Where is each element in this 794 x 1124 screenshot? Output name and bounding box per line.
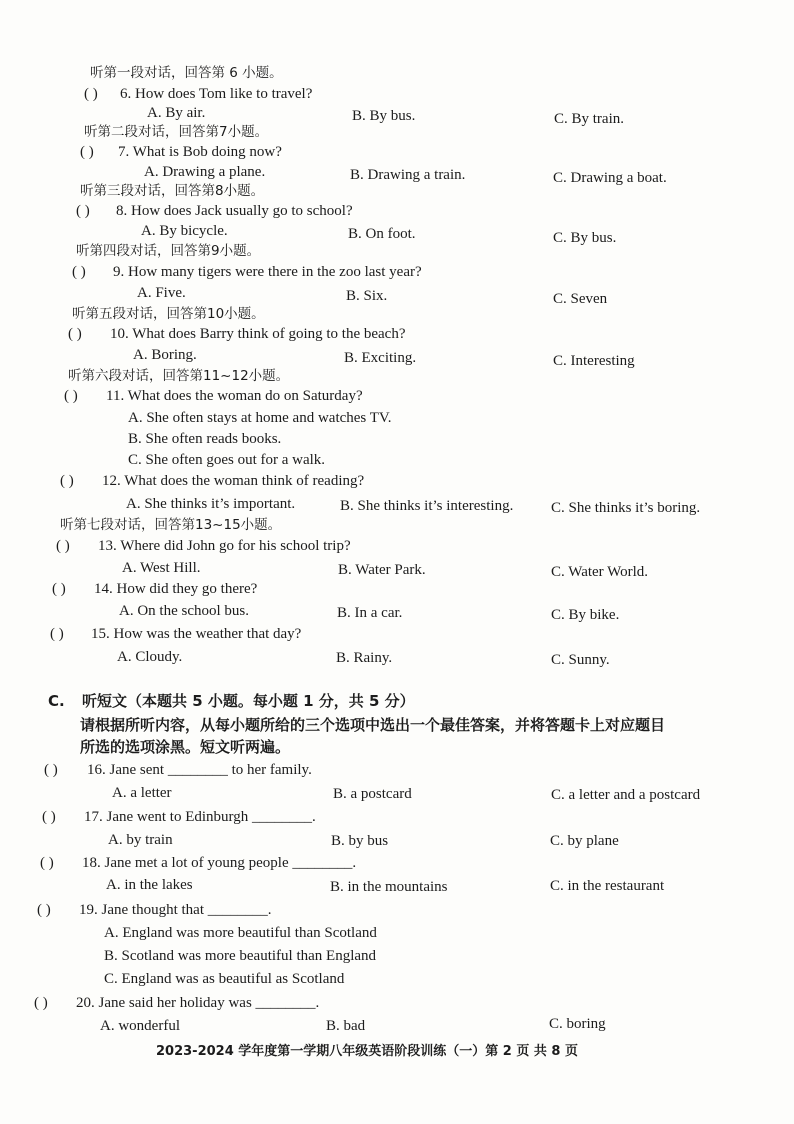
option-b: B. Water Park. bbox=[338, 562, 426, 578]
option-c: C. Sunny. bbox=[551, 652, 610, 668]
option-a: A. wonderful bbox=[100, 1018, 180, 1034]
instruction-dialogue-7: 听第七段对话，回答第13~15小题。 bbox=[60, 517, 282, 533]
answer-paren[interactable]: ( ) bbox=[50, 626, 64, 642]
answer-paren[interactable]: ( ) bbox=[52, 581, 66, 597]
answer-paren[interactable]: ( ) bbox=[84, 86, 98, 102]
option-a: A. By bicycle. bbox=[141, 223, 228, 239]
option-c: C. She often goes out for a walk. bbox=[128, 452, 326, 468]
instruction-dialogue-6: 听第六段对话，回答第11~12小题。 bbox=[68, 368, 290, 384]
question-10: 10. What does Barry think of going to the beach? bbox=[110, 326, 406, 342]
answer-paren[interactable]: ( ) bbox=[56, 538, 70, 554]
option-c: C. By bus. bbox=[553, 230, 617, 246]
option-b: B. bad bbox=[326, 1018, 366, 1034]
option-c: C. By bike. bbox=[551, 607, 620, 623]
instruction-dialogue-5: 听第五段对话，回答第10小题。 bbox=[72, 306, 265, 322]
option-b: B. a postcard bbox=[333, 786, 412, 802]
question-14: 14. How did they go there? bbox=[94, 581, 258, 597]
question-20: 20. Jane said her holiday was ________. bbox=[76, 995, 320, 1011]
question-16: 16. Jane sent ________ to her family. bbox=[87, 762, 312, 778]
answer-paren[interactable]: ( ) bbox=[40, 855, 54, 871]
section-c-letter: C. bbox=[48, 692, 65, 710]
question-8: 8. How does Jack usually go to school? bbox=[116, 203, 353, 219]
option-c: C. England was as beautiful as Scotland bbox=[104, 971, 345, 987]
answer-paren[interactable]: ( ) bbox=[60, 473, 74, 489]
option-c: C. in the restaurant bbox=[550, 878, 665, 894]
option-c: C. by plane bbox=[550, 833, 619, 849]
question-12: 12. What does the woman think of reading? bbox=[102, 473, 365, 489]
option-b: B. On foot. bbox=[348, 226, 416, 242]
answer-paren[interactable]: ( ) bbox=[42, 809, 56, 825]
option-b: B. In a car. bbox=[337, 605, 403, 621]
answer-paren[interactable]: ( ) bbox=[68, 326, 82, 342]
option-a: A. She often stays at home and watches TV. bbox=[128, 410, 392, 426]
option-b: B. Drawing a train. bbox=[350, 167, 466, 183]
option-a: A. By air. bbox=[147, 105, 206, 121]
option-c: C. a letter and a postcard bbox=[551, 787, 701, 803]
answer-paren[interactable]: ( ) bbox=[64, 388, 78, 404]
option-c: C. Drawing a boat. bbox=[553, 170, 667, 186]
question-6: 6. How does Tom like to travel? bbox=[120, 86, 313, 102]
option-b: B. Exciting. bbox=[344, 350, 417, 366]
section-c-instruction-1: 请根据所听内容，从每小题所给的三个选项中选出一个最佳答案，并将答题卡上对应题目 bbox=[80, 716, 666, 734]
option-a: A. West Hill. bbox=[122, 560, 201, 576]
question-18: 18. Jane met a lot of young people ________. bbox=[82, 855, 357, 871]
question-7: 7. What is Bob doing now? bbox=[118, 144, 282, 160]
option-c: C. She thinks it’s boring. bbox=[551, 500, 701, 516]
option-c: C. Water World. bbox=[551, 564, 649, 580]
page-footer: 2023-2024 学年度第一学期八年级英语阶段训练（一）第 2 页 共 8 页 bbox=[156, 1044, 579, 1059]
answer-paren[interactable]: ( ) bbox=[34, 995, 48, 1011]
option-c: C. By train. bbox=[554, 111, 624, 127]
question-9: 9. How many tigers were there in the zoo last year? bbox=[113, 264, 422, 280]
option-c: C. boring bbox=[549, 1016, 606, 1032]
option-b: B. in the mountains bbox=[330, 879, 448, 895]
instruction-dialogue-1: 听第一段对话，回答第 6 小题。 bbox=[90, 65, 283, 81]
option-b: B. by bus bbox=[331, 833, 389, 849]
question-15: 15. How was the weather that day? bbox=[91, 626, 302, 642]
question-17: 17. Jane went to Edinburgh ________. bbox=[84, 809, 316, 825]
answer-paren[interactable]: ( ) bbox=[44, 762, 58, 778]
option-b: B. Scotland was more beautiful than England bbox=[104, 948, 377, 964]
option-a: A. in the lakes bbox=[106, 877, 193, 893]
option-b: B. She thinks it’s interesting. bbox=[340, 498, 514, 514]
answer-paren[interactable]: ( ) bbox=[37, 902, 51, 918]
question-19: 19. Jane thought that ________. bbox=[79, 902, 272, 918]
option-a: A. Five. bbox=[137, 285, 186, 301]
answer-paren[interactable]: ( ) bbox=[76, 203, 90, 219]
question-13: 13. Where did John go for his school trip? bbox=[98, 538, 351, 554]
option-a: A. Cloudy. bbox=[117, 649, 183, 665]
question-11: 11. What does the woman do on Saturday? bbox=[106, 388, 363, 404]
answer-paren[interactable]: ( ) bbox=[80, 144, 94, 160]
section-c-title: 听短文（本题共 5 小题。每小题 1 分，共 5 分） bbox=[82, 692, 415, 710]
option-a: A. a letter bbox=[112, 785, 172, 801]
instruction-dialogue-2: 听第二段对话，回答第7小题。 bbox=[84, 124, 269, 140]
option-b: B. By bus. bbox=[352, 108, 416, 124]
instruction-dialogue-3: 听第三段对话，回答第8小题。 bbox=[80, 183, 265, 199]
option-b: B. Six. bbox=[346, 288, 388, 304]
option-b: B. Rainy. bbox=[336, 650, 393, 666]
section-c-instruction-2: 所选的选项涂黑。短文听两遍。 bbox=[80, 738, 291, 756]
instruction-dialogue-4: 听第四段对话，回答第9小题。 bbox=[76, 243, 261, 259]
option-c: C. Seven bbox=[553, 291, 608, 307]
option-c: C. Interesting bbox=[553, 353, 635, 369]
option-b: B. She often reads books. bbox=[128, 431, 282, 447]
option-a: A. Boring. bbox=[133, 347, 197, 363]
option-a: A. Drawing a plane. bbox=[144, 164, 266, 180]
option-a: A. She thinks it’s important. bbox=[126, 496, 296, 512]
answer-paren[interactable]: ( ) bbox=[72, 264, 86, 280]
option-a: A. England was more beautiful than Scotland bbox=[104, 925, 377, 941]
option-a: A. by train bbox=[108, 832, 173, 848]
option-a: A. On the school bus. bbox=[119, 603, 249, 619]
